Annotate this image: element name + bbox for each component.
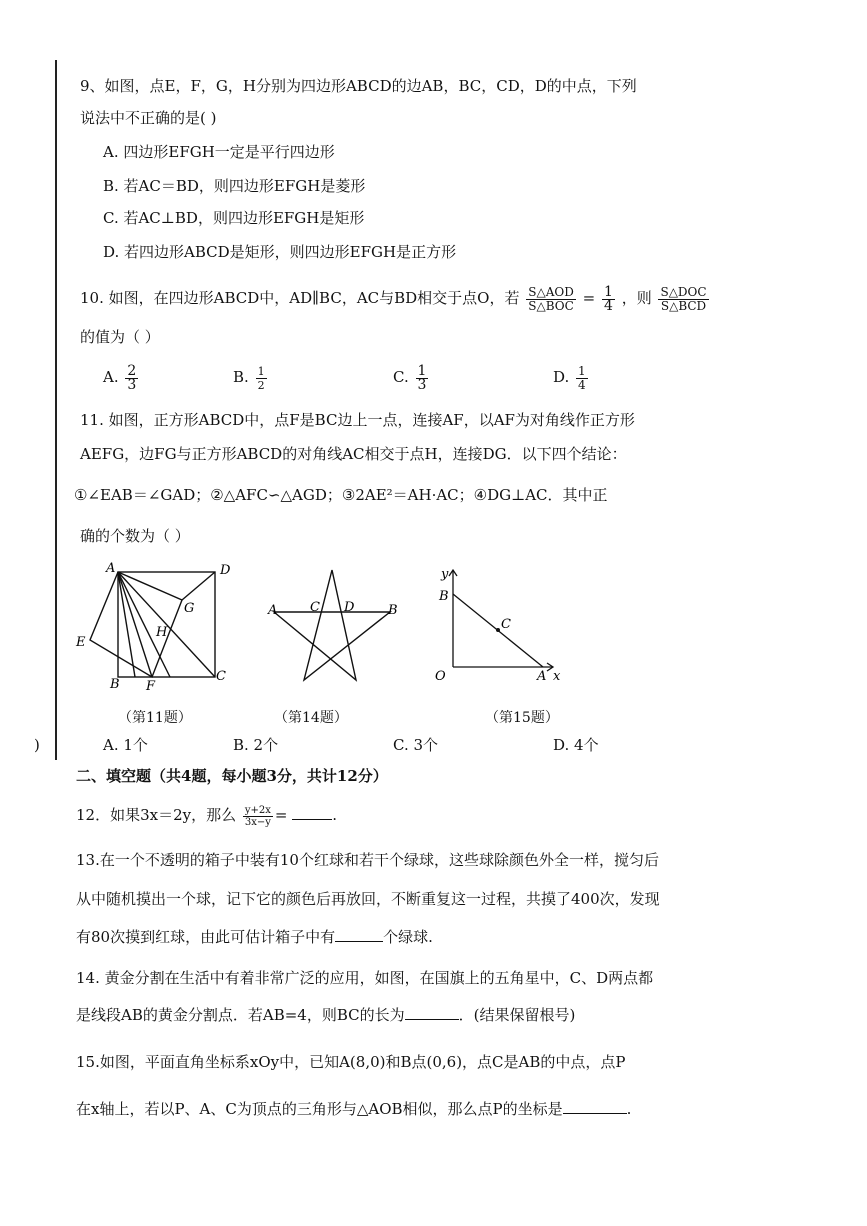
q11-option-a: A. 1个 bbox=[103, 736, 148, 754]
q13-line2: 从中随机摸出一个球，记下它的颜色后再放回，不断重复这一过程，共摸了400次，发现 bbox=[76, 890, 660, 908]
q14-line2 bbox=[76, 1005, 575, 1025]
q10-option-b-num: 1 bbox=[257, 364, 265, 378]
q11-stem-line1: 11. 如图，正方形ABCD中，点F是BC边上一点，连接AF，以AF为对角线作正方形 bbox=[80, 411, 635, 429]
q11-stem-line4: 确的个数为（ ） bbox=[80, 527, 190, 545]
q11-stem-line2: AEFG，边FG与正方形ABCD的对角线AC相交于点H，连接DG．以下四个结论： bbox=[80, 445, 627, 463]
q12-line bbox=[76, 800, 337, 830]
fig15-point-c bbox=[496, 628, 500, 632]
q10-option-a-num: 2 bbox=[127, 362, 137, 379]
q10-option-d-den: 4 bbox=[578, 377, 586, 392]
fig11-label-c: C bbox=[216, 669, 226, 684]
q10-option-d-label: D. bbox=[553, 368, 570, 386]
fig14-label-c: C bbox=[310, 600, 320, 615]
q12-fraction bbox=[243, 805, 273, 828]
fig14-star bbox=[274, 570, 390, 680]
figure-q14 bbox=[262, 562, 412, 692]
q10-option-b-frac bbox=[256, 365, 267, 392]
q9-option-c: C. 若AC⊥BD，则四边形EFGH是矩形 bbox=[103, 209, 365, 227]
q10-ratio1-num: S△AOD bbox=[528, 284, 574, 299]
q10-option-c bbox=[393, 362, 430, 392]
q10-stem-line2: 的值为（ ） bbox=[80, 328, 160, 346]
q10-option-d-num: 1 bbox=[578, 363, 586, 378]
q11-stem-line3: ①∠EAB＝∠GAD；②△AFC∽△AGD；③2AE²＝AH·AC；④DG⊥AC．其中正 bbox=[74, 486, 608, 504]
margin-rule bbox=[55, 60, 57, 760]
fig14-label-d: D bbox=[344, 600, 355, 615]
q10-ratio1-value-den: 4 bbox=[603, 297, 613, 314]
q10-ratio1-den: S△BOC bbox=[528, 298, 574, 313]
q15-line2-pre: 在x轴上，若以P、A、C为顶点的三角形与△AOB相似，那么点P的坐标是 bbox=[76, 1100, 563, 1118]
q10-ratio1-value bbox=[602, 283, 615, 314]
fig11-line-af bbox=[118, 572, 152, 677]
q12-pre: 12．如果3x＝2y，那么 bbox=[76, 806, 237, 824]
q9-option-a: A. 四边形EFGH一定是平行四边形 bbox=[103, 143, 335, 161]
q10-option-c-frac bbox=[416, 362, 429, 393]
fig15-caption: （第15题） bbox=[485, 710, 559, 726]
q13-line3-post: 个绿球. bbox=[383, 928, 433, 946]
q12-end: . bbox=[332, 806, 338, 824]
fig14-label-a: A bbox=[268, 603, 278, 618]
q10-option-c-num: 1 bbox=[417, 362, 427, 379]
q10-ratio2-den: S△BCD bbox=[660, 298, 707, 313]
q15-line1: 15.如图，平面直角坐标系xOy中，已知A(8,0)和B点(0,6)，点C是AB的中点，点P bbox=[76, 1053, 626, 1071]
q13-line1: 13.在一个不透明的箱子中装有10个红球和若干个绿球，这些球除颜色外全一样，搅匀后 bbox=[76, 851, 659, 869]
q10-mid: ，则 bbox=[621, 289, 652, 307]
fig15-label-x: x bbox=[553, 669, 561, 684]
fig15-label-y: y bbox=[441, 567, 449, 582]
q10-stem-line1 bbox=[80, 283, 711, 313]
q9-stem-line2: 说法中不正确的是( ) bbox=[80, 109, 217, 127]
fig11-square-aefg bbox=[90, 572, 182, 677]
q10-ratio1-value-num: 1 bbox=[603, 283, 613, 300]
fig11-line-dg bbox=[182, 572, 215, 600]
q11-option-c: C. 3个 bbox=[393, 736, 439, 754]
fig14-caption: （第14题） bbox=[274, 710, 348, 726]
q10-eq: = bbox=[582, 289, 596, 307]
fig11-label-e: E bbox=[76, 635, 86, 650]
q10-stem-pre: 10. 如图，在四边形ABCD中，AD∥BC，AC与BD相交于点O，若 bbox=[80, 289, 520, 307]
q11-option-b: B. 2个 bbox=[233, 736, 279, 754]
q13-answer-blank[interactable] bbox=[335, 927, 383, 942]
fig15-label-o: O bbox=[435, 669, 446, 684]
q11-margin-mark: ) bbox=[34, 736, 40, 754]
q14-answer-blank[interactable] bbox=[405, 1005, 459, 1020]
fig11-label-f: F bbox=[146, 679, 156, 693]
q9-stem-line1: 9、如图，点E，F，G，H分别为四边形ABCD的边AB，BC，CD，D的中点，下列 bbox=[80, 77, 637, 95]
q10-option-c-label: C. bbox=[393, 368, 409, 386]
q13-line3 bbox=[76, 927, 433, 947]
q14-line1: 14. 黄金分割在生活中有着非常广泛的应用，如图，在国旗上的五角星中，C、D两点都 bbox=[76, 969, 654, 987]
q10-ratio1 bbox=[526, 286, 576, 313]
figure-q11 bbox=[70, 558, 245, 693]
figure-q15 bbox=[425, 562, 570, 692]
fig11-label-g: G bbox=[184, 601, 195, 616]
q12-eq: = bbox=[274, 806, 288, 824]
q15-line2-post: . bbox=[626, 1100, 632, 1118]
q10-option-c-den: 3 bbox=[417, 376, 427, 393]
fig11-caption: （第11题） bbox=[118, 710, 192, 726]
q12-fraction-den: 3x−y bbox=[244, 816, 271, 828]
fig15-label-b: B bbox=[439, 589, 449, 604]
q12-answer-blank[interactable] bbox=[292, 805, 332, 820]
fig14-label-b: B bbox=[388, 603, 398, 618]
q11-option-d: D. 4个 bbox=[553, 736, 599, 754]
q10-option-a-den: 3 bbox=[127, 376, 137, 393]
q14-line2-post: ．(结果保留根号) bbox=[458, 1006, 576, 1024]
fig15-label-c: C bbox=[501, 617, 511, 632]
q10-option-a bbox=[103, 362, 140, 392]
q10-option-d bbox=[553, 362, 590, 392]
q14-line2-pre: 是线段AB的黄金分割点．若AB=4，则BC的长为 bbox=[76, 1006, 405, 1024]
q12-fraction-num: y+2x bbox=[244, 804, 271, 816]
fig11-label-h: H bbox=[156, 625, 168, 640]
q10-option-b bbox=[233, 362, 269, 392]
fig11-label-a: A bbox=[106, 561, 116, 576]
q9-option-d: D. 若四边形ABCD是矩形，则四边形EFGH是正方形 bbox=[103, 243, 457, 261]
section2-title: 二、填空题（共4题，每小题3分，共计12分） bbox=[76, 767, 388, 785]
fig11-label-d: D bbox=[220, 563, 231, 578]
q10-option-a-frac bbox=[125, 362, 138, 393]
q10-option-b-label: B. bbox=[233, 368, 249, 386]
q9-option-b: B. 若AC＝BD，则四边形EFGH是菱形 bbox=[103, 177, 366, 195]
q15-line2 bbox=[76, 1099, 631, 1119]
q10-ratio2 bbox=[658, 286, 708, 313]
q10-option-d-frac bbox=[576, 365, 588, 392]
q10-ratio2-num: S△DOC bbox=[660, 284, 707, 299]
q10-option-a-label: A. bbox=[103, 368, 119, 386]
fig15-label-a: A bbox=[537, 669, 547, 684]
q15-answer-blank[interactable] bbox=[563, 1099, 627, 1114]
q10-option-b-den: 2 bbox=[257, 378, 265, 392]
q13-line3-pre: 有80次摸到红球，由此可估计箱子中有 bbox=[76, 928, 336, 946]
fig11-label-b: B bbox=[110, 677, 120, 692]
